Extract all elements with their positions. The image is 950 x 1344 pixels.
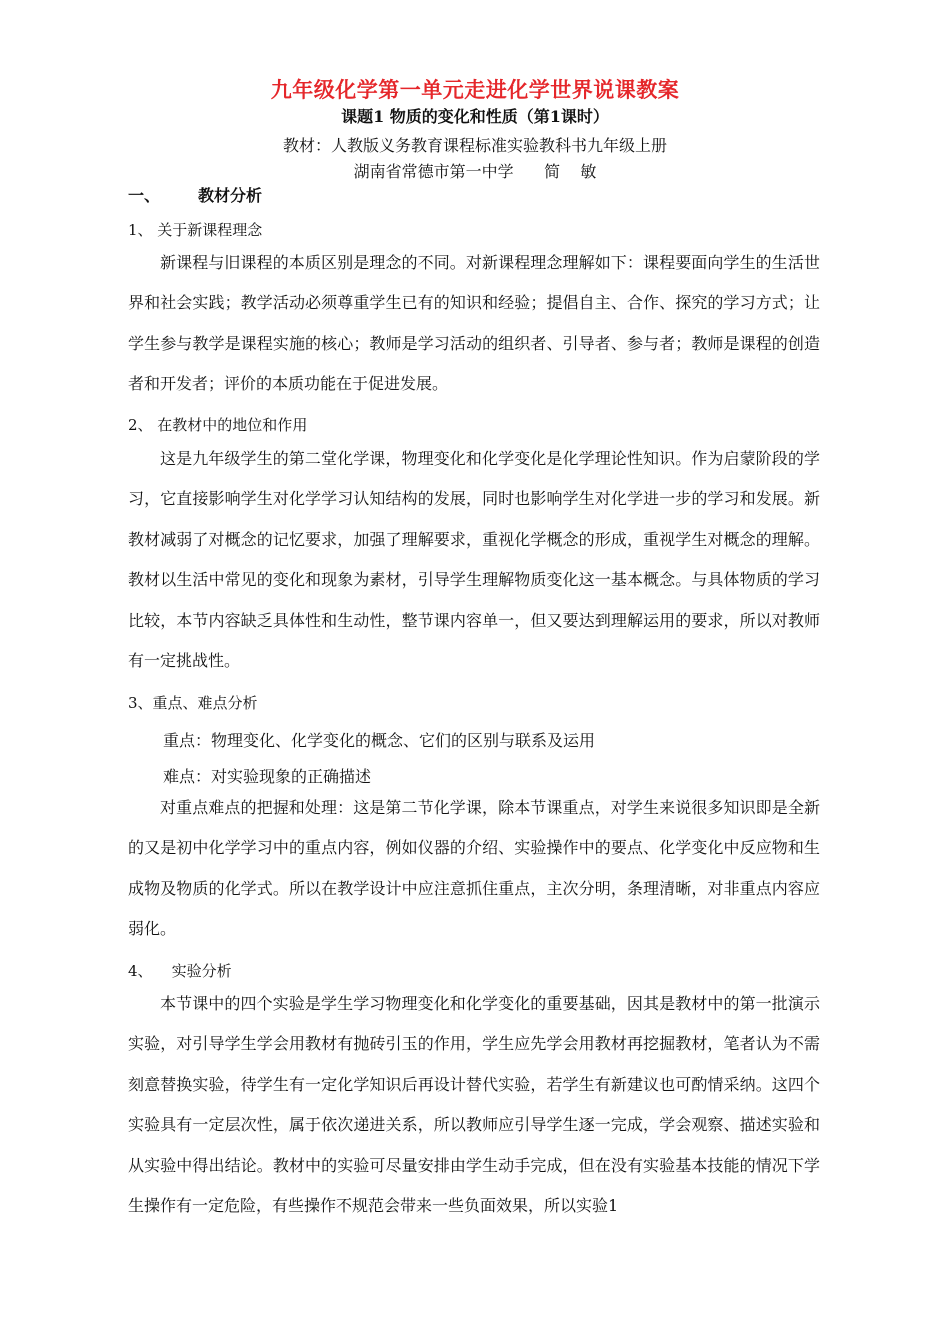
textbook-line: 教材：人教版义务教育课程标准实验教科书九年级上册 [282,136,667,155]
document-title: 九年级化学第一单元走进化学世界说课教案 [270,77,680,102]
difficult-point-line: 难点：对实验现象的正确描述 [163,767,372,786]
key-point-line: 重点：物理变化、化学变化的概念、它们的区别与联系及运用 [163,731,596,750]
section-number: 一、 [128,186,161,205]
paragraph-2: 这是九年级学生的第二堂化学课，物理变化和化学变化是化学理论性知识。作为启蒙阶段的学习，它直接影响学生对化学学习认知结构的发展，同时也影响学生对化学进一步的学习和发展。新教材减弱了对概念的记忆要求，加强了理解要求，重视化学概念的形成，重视学生对概念的理解。教材以生活中常见的变化和现象为素材，引导学生理解物质变化这一基本概念。与具体物质的学习比较，本节内容缺乏具体性和生动性，整节课内容单一，但又要达到理解运用的要求，所以对教师有一定挑战性。 [128,449,820,671]
subheading-1: 1、 关于新课程理念 [128,221,263,239]
author-line: 湖南省常德市第一中学 简 敏 [353,162,597,181]
subheading-4: 4、 实验分析 [128,962,232,980]
paragraph-1: 新课程与旧课程的本质区别是理念的不同。对新课程理念理解如下：课程要面向学生的生活世界和社会实践；教学活动必须尊重学生已有的知识和经验；提倡自主、合作、探究的学习方式；让学生参与教学是课程实施的核心；教师是学习活动的组织者、引导者、参与者；教师是课程的创造者和开发者；评价的本质功能在于促进发展。 [128,253,820,394]
section-heading [128,183,262,206]
lesson-subtitle: 课题1 物质的变化和性质（第1课时） [341,107,609,126]
subheading-3: 3、重点、难点分析 [128,694,258,712]
section-title: 教材分析 [198,186,263,205]
subheading-2: 2、 在教材中的地位和作用 [128,416,308,434]
paragraph-3: 对重点难点的把握和处理：这是第二节化学课，除本节课重点，对学生来说很多知识即是全新的又是初中化学学习中的重点内容，例如仪器的介绍、实验操作中的要点、化学变化中反应物和生成物及物质的化学式。所以在教学设计中应注意抓住重点，主次分明，条理清晰，对非重点内容应弱化。 [128,798,820,939]
paragraph-4: 本节课中的四个实验是学生学习物理变化和化学变化的重要基础，因其是教材中的第一批演示实验，对引导学生学会用教材有抛砖引玉的作用，学生应先学会用教材再挖掘教材，笔者认为不需刻意替换实验，待学生有一定化学知识后再设计替代实验，若学生有新建议也可酌情采纳。这四个实验具有一定层次性，属于依次递进关系，所以教师应引导学生逐一完成，学会观察、描述实验和从实验中得出结论。教材中的实验可尽量安排由学生动手完成，但在没有实验基本技能的情况下学生操作有一定危险，有些操作不规范会带来一些负面效果，所以实验1 [128,994,820,1216]
